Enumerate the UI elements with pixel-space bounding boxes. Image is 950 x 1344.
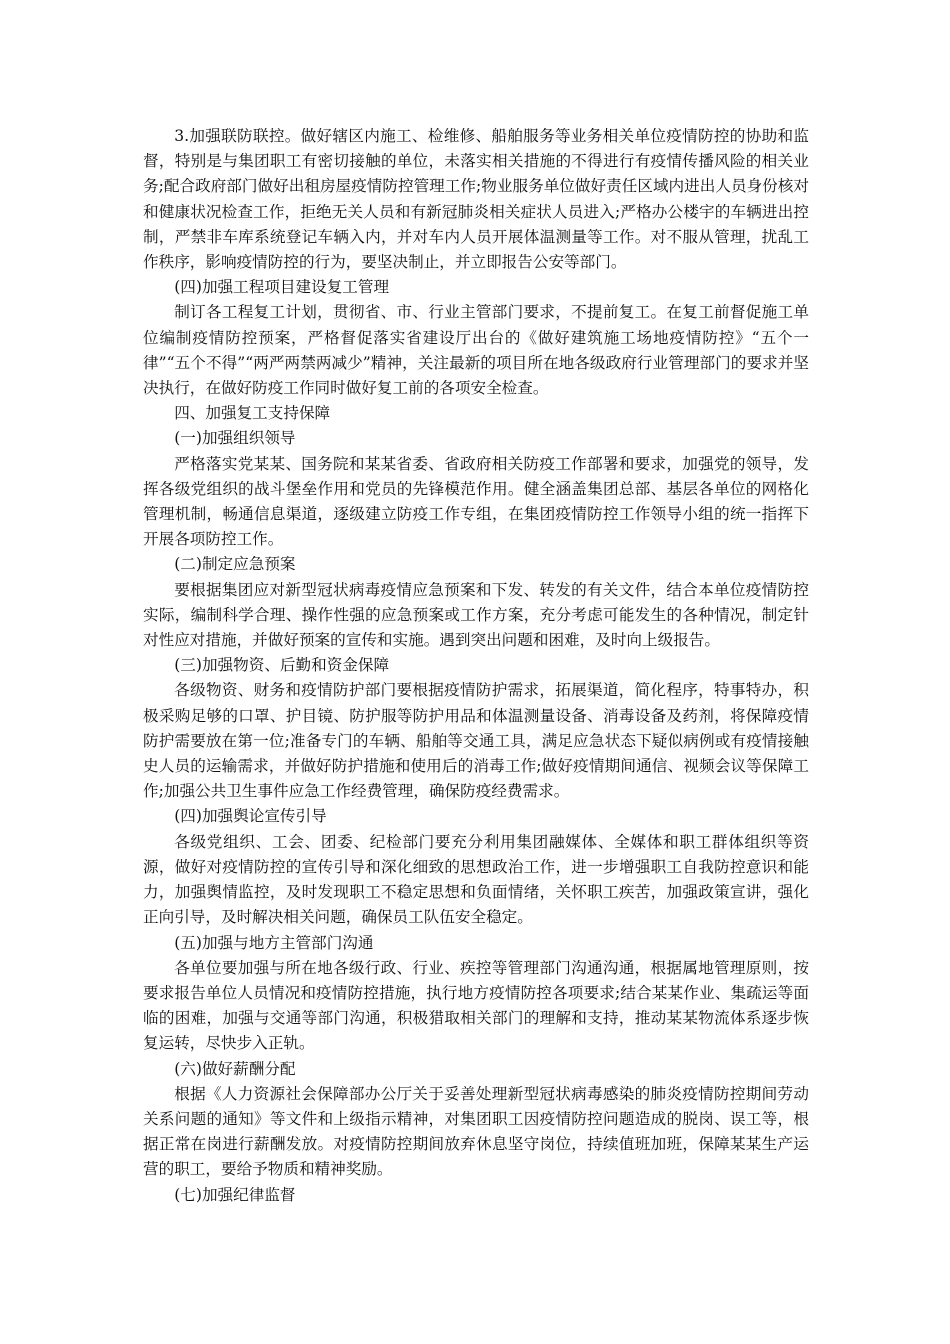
- paragraph: 根据《人力资源社会保障部办公厅关于妥善处理新型冠状病毒感染的肺炎疫情防控期间劳动关系问题的通知》等文件和上级指示精神，对集团职工因疫情防控问题造成的脱岗、误工等，根据正常在岗进行薪酬发放。对疫情防控期间放弃休息坚守岗位，持续值班加班，保障某某生产运营的职工，要给予物质和精神奖励。: [143, 1084, 809, 1179]
- section-heading: (七)加强纪律监督: [174, 1185, 296, 1204]
- paragraph: 严格落实党某某、国务院和某某省委、省政府相关防疫工作部署和要求，加强党的领导，发挥各级党组织的战斗堡垒作用和党员的先锋模范作用。健全涵盖集团总部、基层各单位的网格化管理机制，畅通信息渠道，逐级建立防疫工作专组，在集团疫情防控工作领导小组的统一指挥下开展各项防控工作。: [143, 454, 809, 549]
- section-heading: (五)加强与地方主管部门沟通: [174, 933, 374, 952]
- section-heading: (二)制定应急预案: [174, 555, 296, 574]
- section-heading: (三)加强物资、后勤和资金保障: [174, 656, 390, 675]
- document-body: [143, 124, 809, 1208]
- paragraph: 要根据集团应对新型冠状病毒疫情应急预案和下发、转发的有关文件，结合本单位疫情防控实际，编制科学合理、操作性强的应急预案或工作方案，充分考虑可能发生的各种情况，制定针对性应对措施，并做好预案的宣传和实施。遇到突出问题和困难，及时向上级报告。: [143, 580, 809, 650]
- paragraph: 各单位要加强与所在地各级行政、行业、疾控等管理部门沟通沟通，根据属地管理原则，按要求报告单位人员情况和疫情防控措施，执行地方疫情防控各项要求;结合某某作业、集疏运等面临的困难，加强与交通等部门沟通，积极猎取相关部门的理解和支持，推动某某物流体系逐步恢复运转，尽快步入正轨。: [143, 958, 809, 1053]
- paragraph: 制订各工程复工计划，贯彻省、市、行业主管部门要求，不提前复工。在复工前督促施工单位编制疫情防控预案，严格督促落实省建设厅出台的《做好建筑施工场地疫情防控》“五个一律”“五个不得”“两严两禁两减少”精神，关注最新的项目所在地各级政府行业管理部门的要求并坚决执行，在做好防疫工作同时做好复工前的各项安全检查。: [143, 303, 809, 398]
- paragraph: 各级物资、财务和疫情防护部门要根据疫情防护需求，拓展渠道，简化程序，特事特办，积极采购足够的口罩、护目镜、防护服等防护用品和体温测量设备、消毒设备及药剂，将保障疫情防护需要放在第一位;准备专门的车辆、船舶等交通工具，满足应急状态下疑似病例或有疫情接触史人员的运输需求，并做好防护措施和使用后的消毒工作;做好疫情期间通信、视频会议等保障工作;加强公共卫生事件应急工作经费管理，确保防疫经费需求。: [143, 681, 809, 801]
- paragraph: 3.加强联防联控。做好辖区内施工、检维修、船舶服务等业务相关单位疫情防控的协助和监督，特别是与集团职工有密切接触的单位，未落实相关措施的不得进行有疫情传播风险的相关业务;配合政府部门做好出租房屋疫情防控管理工作;物业服务单位做好责任区域内进出人员身份核对和健康状况检查工作，拒绝无关人员和有新冠肺炎相关症状人员进入;严格办公楼宇的车辆进出控制，严禁非车库系统登记车辆入内，并对车内人员开展体温测量等工作。对不服从管理，扰乱工作秩序，影响疫情防控的行为，要坚决制止，并立即报告公安等部门。: [143, 127, 809, 272]
- section-heading: (六)做好薪酬分配: [174, 1059, 296, 1078]
- paragraph: 各级党组织、工会、团委、纪检部门要充分利用集团融媒体、全媒体和职工群体组织等资源，做好对疫情防控的宣传引导和深化细致的思想政治工作，进一步增强职工自我防控意识和能力，加强舆情监控，及时发现职工不稳定思想和负面情绪，关怀职工疾苦，加强政策宣讲，强化正向引导，及时解决相关问题，确保员工队伍安全稳定。: [143, 832, 809, 927]
- section-heading: (一)加强组织领导: [174, 429, 296, 448]
- section-heading: (四)加强工程项目建设复工管理: [174, 278, 390, 297]
- section-heading: 四、加强复工支持保障: [174, 404, 331, 423]
- section-heading: (四)加强舆论宣传引导: [174, 807, 327, 826]
